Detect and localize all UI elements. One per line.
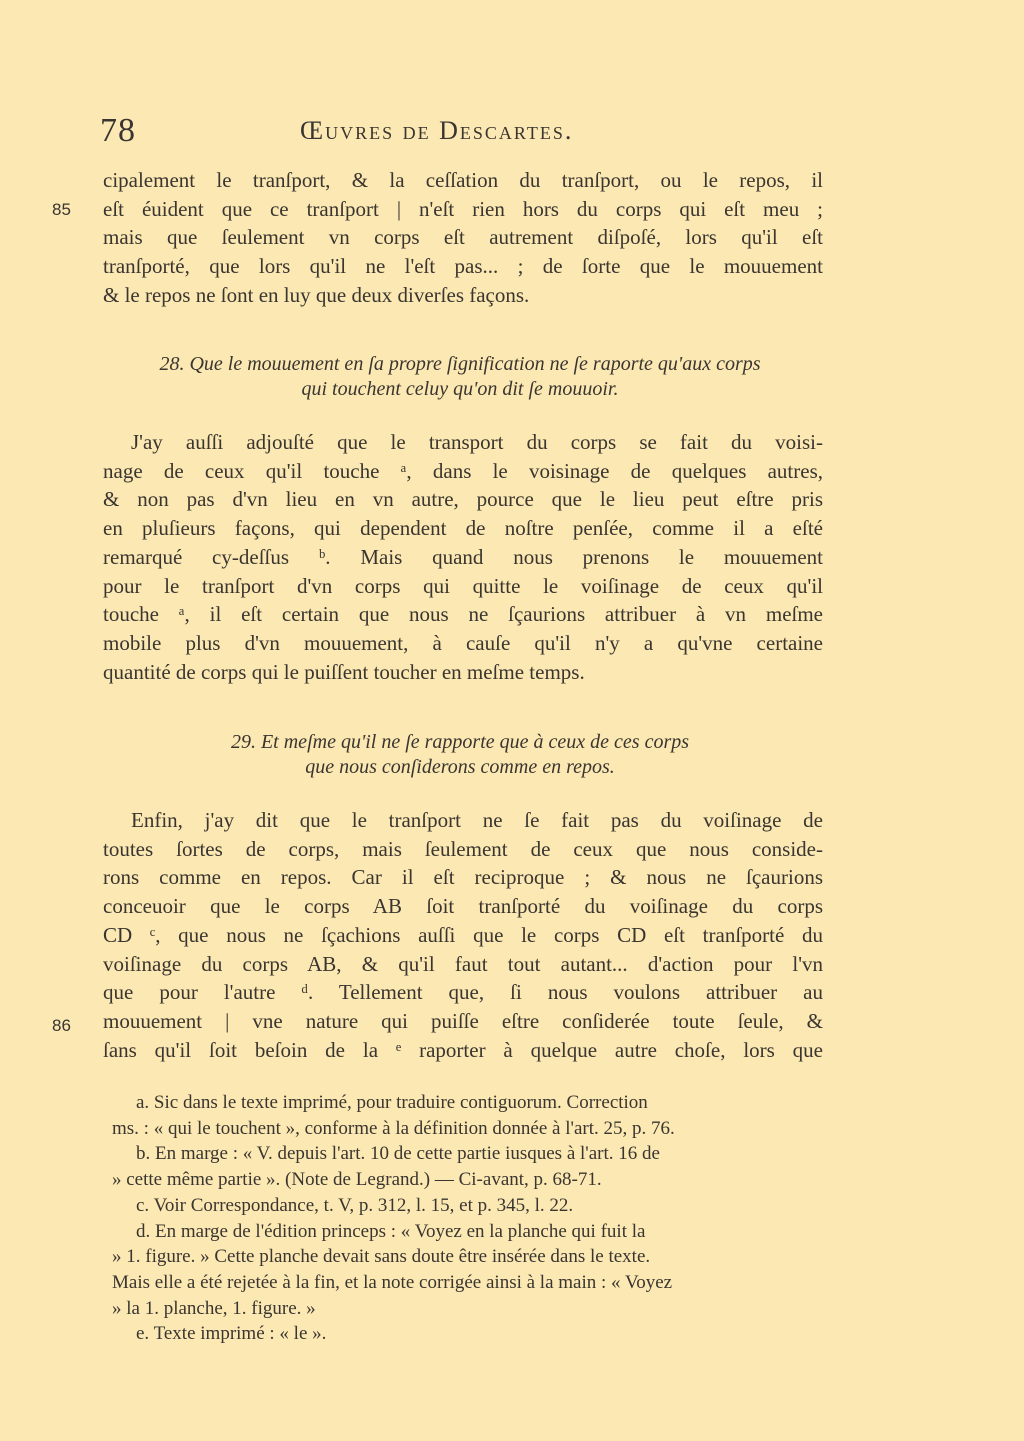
paragraph-1 [103,166,823,310]
text-line: eſt éuident que ce tranſport | n'eſt rien hors du corps qui eſt meu ; [103,196,823,221]
text-line: mouuement | vne nature qui puiſſe eſtre conſiderée toute ſeule, & [103,1008,823,1033]
text-line: CD ᶜ, que nous ne ſçachions auſſi que le corps CD eſt tranſporté du [103,922,823,947]
text-line: remarqué cy-deſſus ᵇ. Mais quand nous prenons le mouuement [103,544,823,569]
text-line: quantité de corps qui le puiſſent toucher en meſme temps. [103,659,585,684]
text-line: Enfin, j'ay dit que le tranſport ne ſe fait pas du voiſinage de [131,808,823,832]
text-line: que pour l'autre ᵈ. Tellement que, ſi nous voulons attribuer au [103,980,823,1005]
heading-line: que nous conſiderons comme en repos. [305,756,615,778]
heading-line: 29. Et meſme qu'il ne ſe rapporte que à ceux de ces corps [230,731,690,753]
text-line: & le repos ne ſont en luy que deux diverſes façons. [103,282,530,307]
text-line: en pluſieurs façons, qui dependent de noſtre penſée, comme il a eſté [103,516,823,541]
paragraph-2 [103,428,823,686]
footnote-line: » la 1. planche, 1. figure. » [112,1297,316,1319]
text-line: ſans qu'il ſoit beſoin de la ᵉ raporter à quelque autre choſe, lors que [103,1037,823,1062]
text-line: J'ay auſſi adjouſté que le transport du corps se fait du voisi- [131,430,823,454]
running-title: Œuvres de Descartes. [300,116,574,145]
text-line: rons comme en repos. Car il eſt reciproque ; & nous ne ſçaurions [103,865,823,890]
text-line: cipalement le tranſport, & la ceſſation du tranſport, ou le repos, il [103,168,823,192]
text-line: nage de ceux qu'il touche ᵃ, dans le voisinage de quelques autres, [103,458,823,483]
footnotes [112,1090,827,1347]
footnote-line: d. En marge de l'édition princeps : « Voyez en la planche qui fuit la [136,1220,646,1242]
footnote-line: b. En marge : « V. depuis l'art. 10 de cette partie iusques à l'art. 16 de [136,1143,660,1165]
footnote-line: » cette même partie ». (Note de Legrand.) — Ci-avant, p. 68-71. [112,1169,602,1191]
page-number: 78 [100,112,136,149]
text-line: toutes ſortes de corps, mais ſeulement de ceux que nous conside- [103,836,823,861]
text-line: touche ᵃ, il eſt certain que nous ne ſçaurions attribuer à vn meſme [103,602,823,627]
text-line: mobile plus d'vn mouuement, à cauſe qu'il n'y a qu'vne certaine [103,630,823,655]
text-line: conceuoir que le corps AB ſoit tranſporté du voiſinage du corps [103,894,823,919]
footnote-line: » 1. figure. » Cette planche devait sans doute être insérée dans le texte. [112,1246,651,1268]
footnote-line: Mais elle a été rejetée à la fin, et la note corrigée ainsi à la main : « Voyez [112,1271,673,1293]
margin-line-number: 85 [52,200,71,219]
margin-line-number: 86 [52,1016,71,1035]
text-line: pour le tranſport d'vn corps qui quitte le voiſinage de ceux qu'il [103,573,823,598]
text-line: tranſporté, que lors qu'il ne l'eſt pas... ; de ſorte que le mouuement [103,254,823,279]
heading-line: qui touchent celuy qu'on dit ſe mouuoir. [301,378,619,400]
heading-line: 28. Que le mouuement en ſa propre ſignification ne ſe raporte qu'aux corps [159,353,761,375]
text-line: mais que ſeulement vn corps eſt autrement diſpoſé, lors qu'il eſt [103,225,823,250]
footnote-line: a. Sic dans le texte imprimé, pour traduire contiguorum. Correction [136,1092,648,1113]
paragraph-3 [103,806,823,1064]
footnote-line: c. Voir Correspondance, t. V, p. 312, l. 15, et p. 345, l. 22. [136,1194,574,1216]
text-line: & non pas d'vn lieu en vn autre, pource que le lieu peut eſtre pris [103,487,823,512]
section-heading-28 [100,352,820,402]
page-header [100,112,820,152]
footnote-line: e. Texte imprimé : « le ». [136,1323,327,1345]
section-heading-29 [100,730,820,780]
footnote-line: ms. : « qui le touchent », conforme à la définition donnée à l'art. 25, p. 76. [112,1117,675,1139]
text-line: voiſinage du corps AB, & qu'il faut tout autant... d'action pour l'vn [103,951,823,976]
